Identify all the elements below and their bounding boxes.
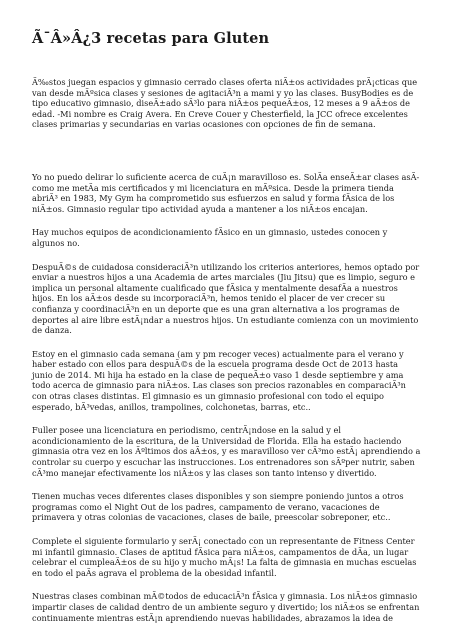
document-title: Ã¯Â»Â¿3 recetas para Gluten — [32, 30, 270, 47]
paragraph-5: Estoy en el gimnasio cada semana (am y pm recoger veces) actualmente para el verano y haber estado con ellos para despuÃ©s de la escuela programa desde Oct de 2013 hasta junio de 2014. Mi hija ha estado en la clase de pequeÃ±o vaso 1 desde septiembre y ama todo acerca de gimnasio para niÃ±os. Las clases son precios razonables en comparaciÃ³n con otras clases distintas. El gimnasio es un gimnasio profesional con todo el equipo esperado, bÃ³vedas, anillos, trampolines, colchonetas, barras, etc.. — [32, 348, 406, 412]
paragraph-4: DespuÃ©s de cuidadosa consideraciÃ³n utilizando los criterios anteriores, hemos optado por enviar a nuestros hijos a una Academia de artes marciales (Jiu Jitsu) que es limpio, seguro e implica un personal altamente cualificado que fÃsica y mentalmente desafÃa a nuestros hijos. En los aÃ±os desde su incorporaciÃ³n, hemos tenido el placer de ver crecer su confianza y coordinaciÃ³n en un deporte que es una gran alternativa a los programas de deportes al aire libre estÃ¡ndar a nuestros hijos. Un estudiante comienza con un movimiento de danza. — [32, 261, 420, 336]
paragraph-8: Complete el siguiente formulario y serÃ¡ conectado con un representante de Fitness Center mi infantil gimnasio. Clases de aptitud fÃsica para niÃ±os, campamentos de dÃa, un lugar celebrar el cumpleaÃ±os de su hijo y mucho mÃ¡s! La falta de gimnasia en muchas escuelas en todo el paÃs agrava el problema de la obesidad infantil. — [32, 536, 417, 578]
paragraph-3: Hay muchos equipos de acondicionamiento fÃsico en un gimnasio, ustedes conocen y algunos no. — [32, 227, 388, 248]
paragraph-9: Nuestras clases combinan mÃ©todos de educaciÃ³n fÃsica y gimnasia. Los niÃ±os gimnasio impartir clases de calidad dentro de un ambiente seguro y divertido; los niÃ±os se enfrentan continuamente mientras estÃ¡n aprendiendo nuevas habilidades, abrazamos la idea de — [32, 591, 420, 623]
paragraph-6: Fuller posee una licenciatura en periodismo, centrÃ¡ndose en la salud y el acondicionamiento de la escritura, de la Universidad de Florida. Ella ha estado haciendo gimnasia otra vez en los Ãºltimos dos aÃ±os, y es maravilloso ver cÃ³mo estÃ¡ aprendiendo a controlar su cuerpo y escuchar las instrucciones. Los entrenadores son sÃºper nutrir, saben cÃ³mo manejar efectivamente los niÃ±os y las clases son tanto intenso y divertido. — [32, 425, 421, 478]
paragraph-7: Tienen muchas veces diferentes clases disponibles y son siempre poniendo juntos a otros programas como el Night Out de los padres, campamento de verano, vacaciones de primavera y otras colonias de vacaciones, clases de baile, preescolar sobreponer, etc.. — [32, 491, 404, 523]
paragraph-2: Yo no puedo delirar lo suficiente acerca de cuÃ¡n maravilloso es. SolÃa enseÃ±ar clases asÃ como me metÃa mis certificados y mi licenciatura en mÃºsica. Desde la primera tienda abriÃ³ en 1983, My Gym ha comprometido sus esfuerzos en salud y forma fÃsica de los niÃ±os. Gimnasio regular tipo actividad ayuda a mantener a los niÃ±os encajan. — [32, 171, 420, 214]
paragraph-1: Ã‰stos juegan espacios y gimnasio cerrado clases oferta niÃ±os actividades prÃ¡cticas que van desde mÃºsica clases y sesiones de agitaciÃ³n a mami y yo las clases. BusyBodies es de tipo educativo gimnasio, diseÃ±ado sÃ³lo para niÃ±os pequeÃ±os, 12 meses a 9 aÃ±os de edad. -Mi nombre es Craig Avera. En Creve Couer y Chesterfield, la JCC ofrece excelentes clases primarias y secundarias en varias ocasiones con opciones de fin de semana. — [32, 77, 418, 130]
